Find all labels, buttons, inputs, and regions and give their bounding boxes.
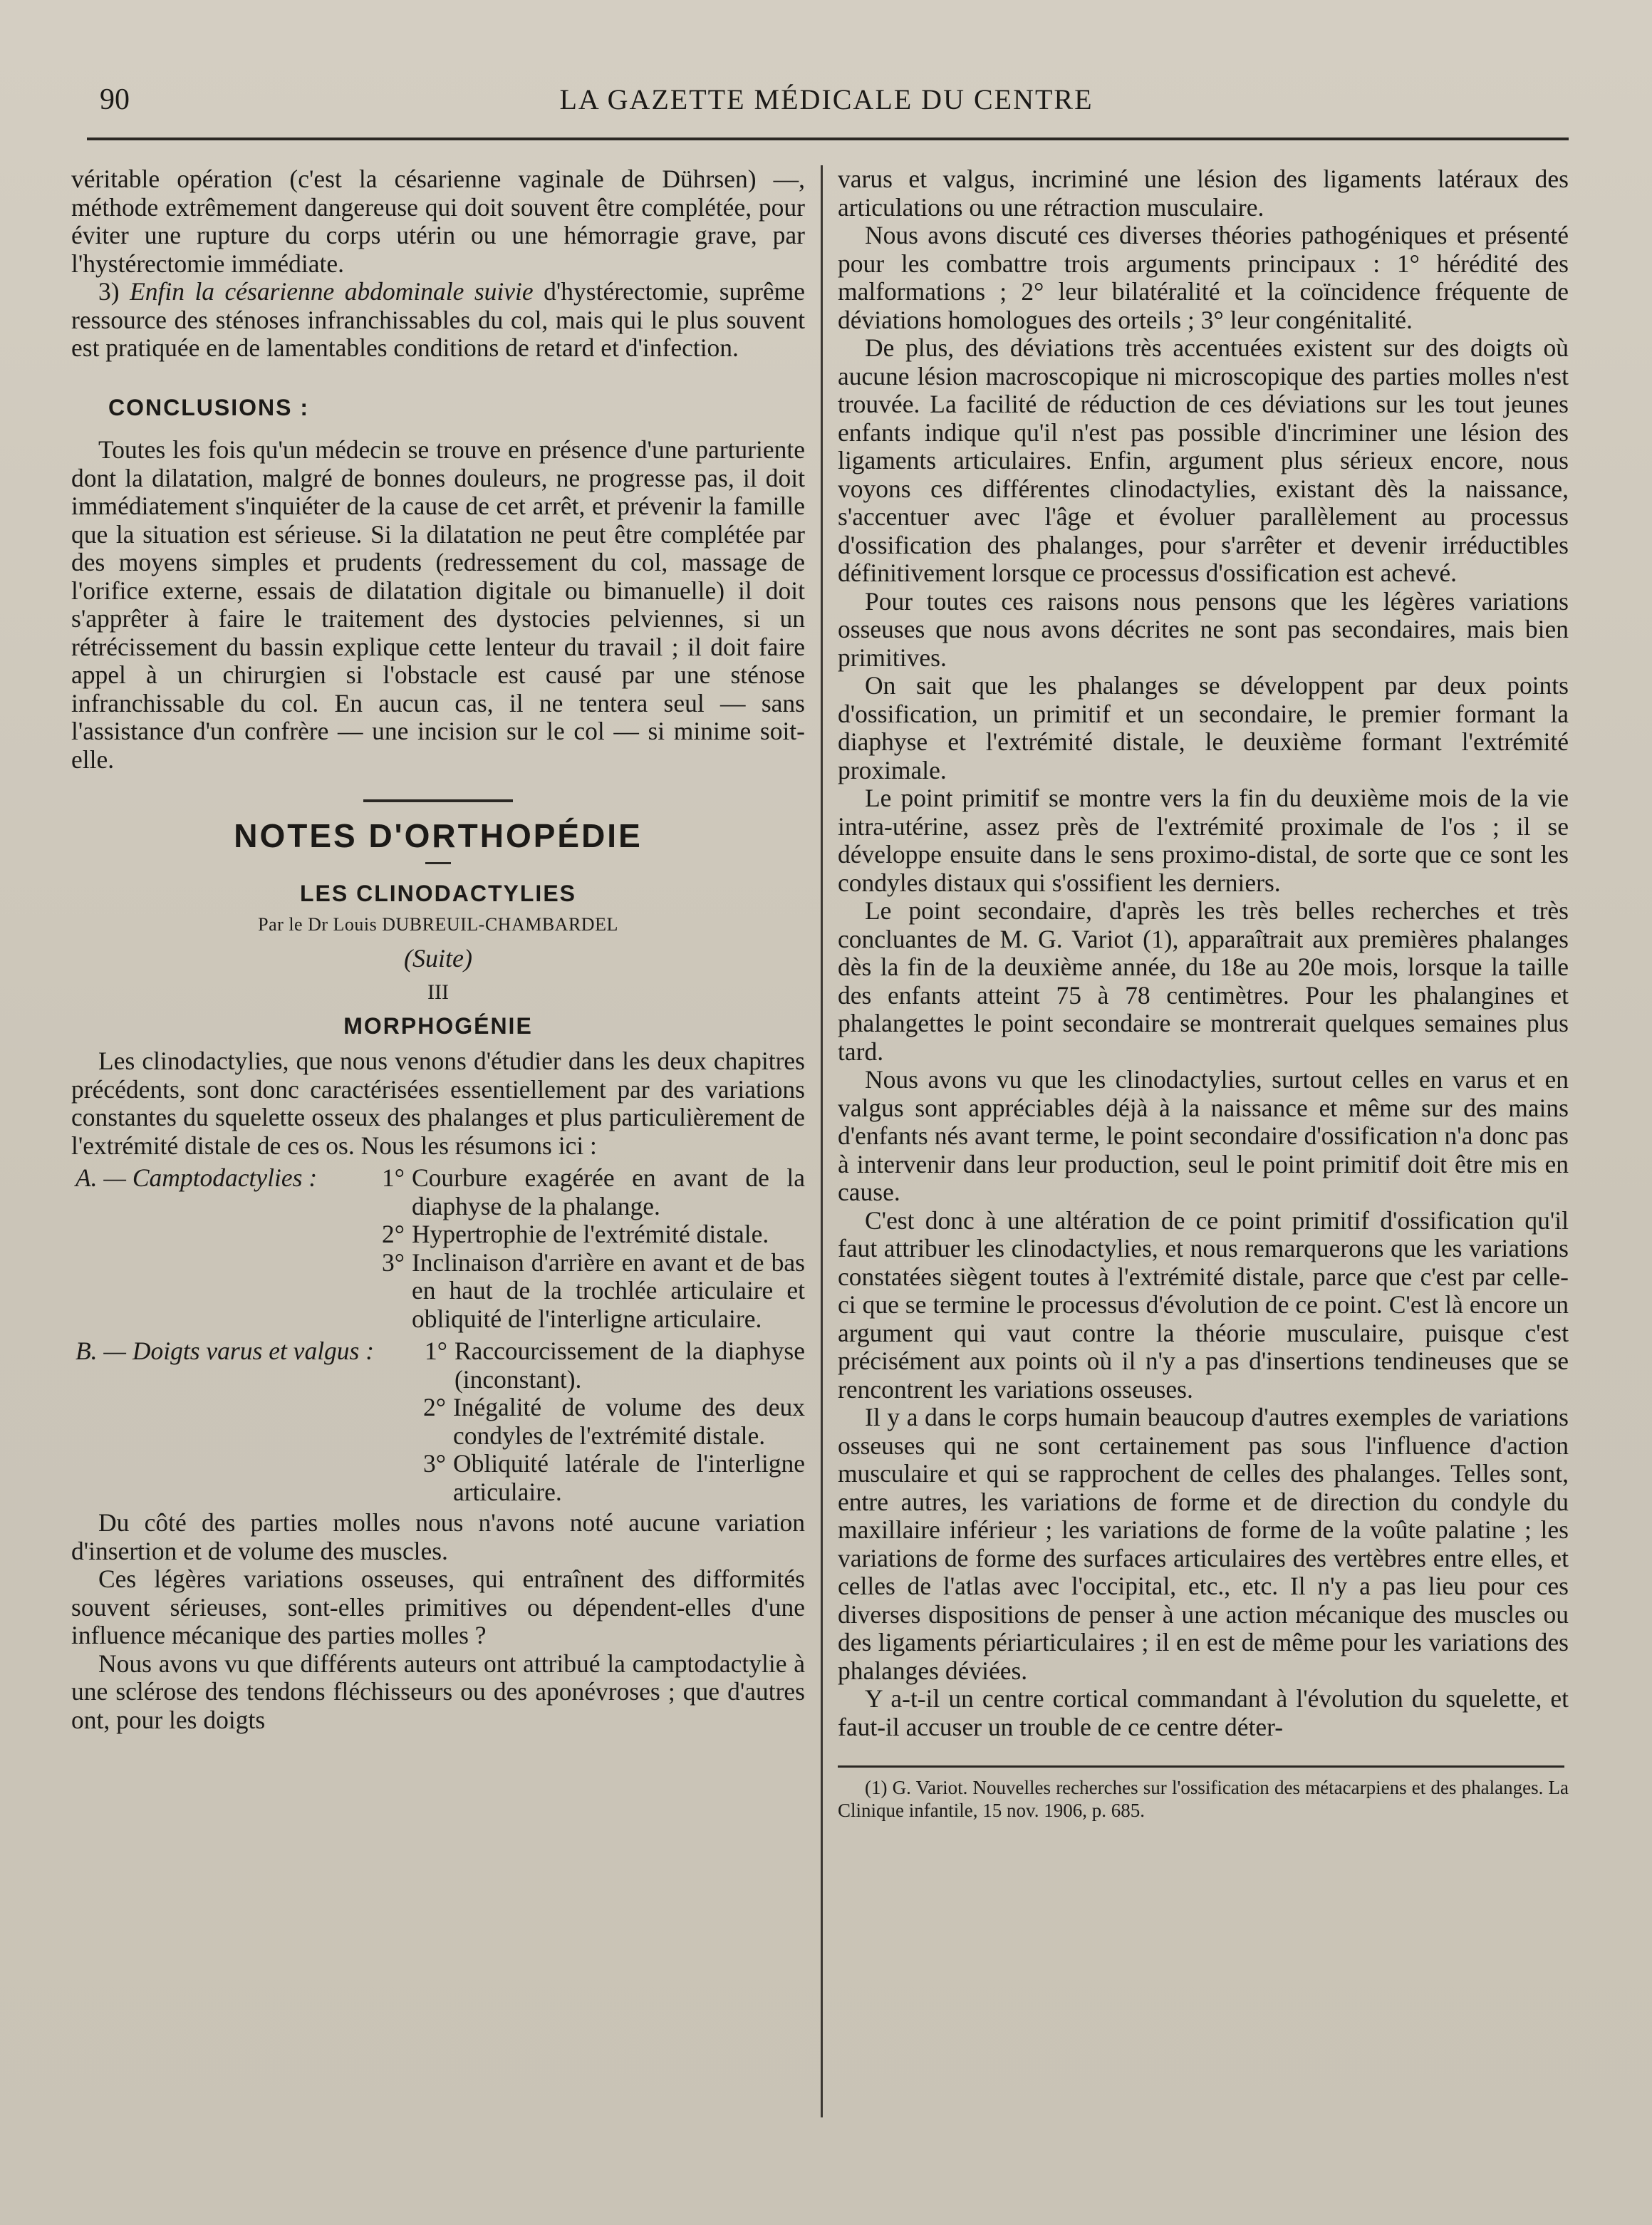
paragraph: Y a-t-il un centre cortical commandant à l'évolution du squelette, et faut-il accuser un trouble de ce centre déter- (838, 1684, 1569, 1741)
left-column (71, 165, 805, 1734)
varus-valgus-list (71, 1337, 805, 1506)
article-title: LES CLINODACTYLIES (299, 880, 576, 906)
list-text: Hypertrophie de l'extrémité distale. (411, 1220, 769, 1248)
list-label: B. — Doigts varus et valgus : (76, 1337, 375, 1365)
paragraph: De plus, des déviations très accentuées existent sur des doigts où aucune lésion macroscopique ni microscopique des parties molles n'est trouvée. La facilité de réduction de ces déviations sur les tout jeunes enfants indique qu'il n'est pas possible d'incriminer une lésion des ligaments articulaires. Enfin, argument plus sérieux encore, nous voyons ces différentes clinodactylies, existant dès la naissance, s'accentuer avec l'âge et évoluer parallèlement au processus d'ossification des phalanges, pour s'arrêter et devenir irréductibles définitivement lorsque ce processus d'ossification est achevé. (838, 333, 1569, 587)
suite-label: (Suite) (404, 943, 472, 973)
paragraph: Ces légères variations osseuses, qui entraînent des difformités souvent sérieuses, sont-elles primitives ou dépendent-elles d'une influence mécanique des parties molles ? (71, 1565, 805, 1649)
list-text: Raccourcissement de la diaphyse (inconstant). (454, 1337, 805, 1394)
list-item (71, 1249, 805, 1334)
list-number: 3° (382, 1248, 405, 1277)
list-item (71, 1450, 805, 1506)
italic-phrase: Enfin la césarienne abdominale suivie (130, 277, 534, 306)
paragraph-number: 3) (98, 277, 120, 306)
paragraph: Le point secondaire, d'après les très belles recherches et très concluantes de M. G. Variot (1), apparaîtrait aux premières phalanges dès la fin de la deuxième année, du 18e au 20e mois, lorsque la taille des enfants atteint 75 à 78 centimètres. Pour les phalangines et phalangettes le point secondaire se montrerait quelques semaines plus tard. (838, 896, 1569, 1066)
paragraph: On sait que les phalanges se développent par deux points d'ossification, un primitif et un secondaire, le premier formant la diaphyse et l'extrémité distale, le deuxième formant l'extrémité proximale. (838, 671, 1569, 784)
header-rule (87, 138, 1569, 140)
right-column (838, 165, 1569, 1822)
page-header (85, 77, 1567, 127)
section-title: NOTES D'ORTHOPÉDIE (234, 817, 643, 854)
chapter-number: III (427, 980, 449, 1004)
paragraph: Nous avons vu que les clinodactylies, surtout celles en varus et en valgus sont appréciables déjà à la naissance et même sur des mains d'enfants nés avant terme, le point secondaire d'ossification n'a donc pas à intervenir dans leur production, seul le point primitif doit être mis en cause. (838, 1065, 1569, 1206)
list-text: Inégalité de volume des deux condyles de l'extrémité distale. (452, 1393, 805, 1450)
list-number: 1° (425, 1337, 447, 1365)
paragraph: véritable opération (c'est la césarienne vaginale de Dührsen) —, méthode extrêmement dangereuse qui doit souvent être complétée, pour éviter une rupture du corps utérin ou une hémorragie grave, par l'hystérectomie immédiate. (71, 165, 805, 278)
list-text: Inclinaison d'arrière en avant et de bas en haut de la trochlée articulaire et obliquité de l'interligne articulaire. (411, 1248, 805, 1333)
list-number: 1° (382, 1163, 405, 1192)
paragraph: C'est donc à une altération de ce point primitif d'ossification qu'il faut attribuer les clinodactylies, et nous remarquerons que les variations constatées siègent toutes à l'extrémité distale, parce que c'est par celle-ci que se termine le processus d'évolution de ce point. C'est là encore un argument qui vaut contre la théorie musculaire, puisque c'est précisément aux points où il n'y a pas d'insertions tendineuses que se rencontrent les variations osseuses. (838, 1205, 1569, 1404)
footnote: (1) G. Variot. Nouvelles recherches sur l'ossification des métacarpiens et des phalanges. La Clinique infantile, 15 nov. 1906, p. 685. (838, 1777, 1569, 1821)
paragraph: varus et valgus, incriminé une lésion des ligaments latéraux des articulations ou une rétraction musculaire. (838, 165, 1569, 222)
list-label: A. — Camptodactylies : (76, 1163, 318, 1192)
camptodactylies-list (71, 1164, 805, 1333)
chapter-title: MORPHOGÉNIE (343, 1012, 533, 1039)
short-divider (425, 862, 451, 864)
byline: Par le Dr Louis DUBREUIL-CHAMBARDEL (258, 914, 618, 935)
paragraph: Du côté des parties molles nous n'avons noté aucune variation d'insertion et de volume des muscles. (71, 1508, 805, 1565)
page-number: 90 (100, 83, 130, 116)
paragraph: Les clinodactylies, que nous venons d'étudier dans les deux chapitres précédents, sont donc caractérisées essentiellement par des variations constantes du squelette osseux des phalanges et plus particulièrement de l'extrémité distale de ces os. Nous les résumons ici : (71, 1047, 805, 1160)
list-text: Courbure exagérée en avant de la diaphyse de la phalange. (411, 1163, 805, 1220)
paragraph: Il y a dans le corps humain beaucoup d'autres exemples de variations osseuses qui ne sont certainement pas sous l'influence d'action musculaire et qui se rapprochent de celles des phalanges. Telles sont, entre autres, les variations de forme et de direction du condyle du maxillaire inférieur ; les variations de forme de la voûte palatine ; les variations de forme des surfaces articulaires des vertèbres entre elles, et celles de l'atlas avec l'occipital, etc., etc. Il n'y a pas lieu pour ces diverses dispositions de penser à une action mécanique des muscles ou des ligaments périarticulaires ; il en est de même pour les variations des phalanges déviées. (838, 1403, 1569, 1685)
list-number: 2° (423, 1393, 446, 1421)
paragraph: Pour toutes ces raisons nous pensons que les légères variations osseuses que nous avons décrites ne sont pas secondaires, mais bien primitives. (838, 586, 1569, 672)
list-number: 2° (382, 1220, 405, 1248)
column-divider (821, 165, 823, 2117)
paragraph: Toutes les fois qu'un médecin se trouve en présence d'une parturiente dont la dilatation, malgré de bonnes douleurs, ne progresse pas, il doit immédiatement s'inquiéter de la cause de cet arrêt, et prévenir la famille que la situation est sérieuse. Si la dilatation ne peut être complétée par des moyens simples et prudents (redressement du col, massage de l'orifice externe, essais de dilatation digitale ou bimanuelle) il doit s'apprêter à faire le traitement des dystocies pelviennes, si un rétrécissement du bassin explique cette lenteur du travail ; il doit faire appel à un chirurgien si l'obstacle est causé par une sténose infranchissable du col. En aucun cas, il ne tentera seul — sans l'assistance d'un confrère — une incision sur le col — si minime soit-elle. (71, 435, 805, 774)
running-title: LA GAZETTE MÉDICALE DU CENTRE (559, 83, 1093, 115)
list-item (71, 1220, 805, 1249)
paragraph: Le point primitif se montre vers la fin du deuxième mois de la vie intra-utérine, assez près de l'extrémité proximale de l'os ; il se développe ensuite dans le sens proximo-distal, de sorte que ce sont les condyles distaux qui s'ossifient les derniers. (838, 784, 1569, 897)
list-number: 3° (423, 1449, 446, 1478)
footnote-rule (838, 1765, 1564, 1768)
paragraph (71, 278, 805, 363)
list-item (425, 1337, 805, 1394)
paragraph: Nous avons discuté ces diverses théories pathogéniques et présenté pour les combattre trois arguments principaux : 1° hérédité des malformations ; 2° leur bilatéralité et la coïncidence fréquente de déviations homologues des orteils ; 3° leur congénitalité. (838, 221, 1569, 334)
paragraph-text: d'hystérectomie, suprême ressource des sténoses infranchissables du col, mais qui le plus souvent est pratiquée en de lamentables conditions de retard et d'infection. (71, 277, 806, 362)
conclusions-heading: CONCLUSIONS : (108, 394, 309, 420)
paragraph: Nous avons vu que différents auteurs ont attribué la camptodactylie à une sclérose des tendons fléchisseurs ou des aponévroses ; que d'autres ont, pour les doigts (71, 1649, 805, 1734)
section-divider (363, 799, 513, 802)
list-item (382, 1164, 805, 1220)
list-text: Obliquité latérale de l'interligne articulaire. (452, 1449, 805, 1506)
list-item (71, 1394, 805, 1450)
